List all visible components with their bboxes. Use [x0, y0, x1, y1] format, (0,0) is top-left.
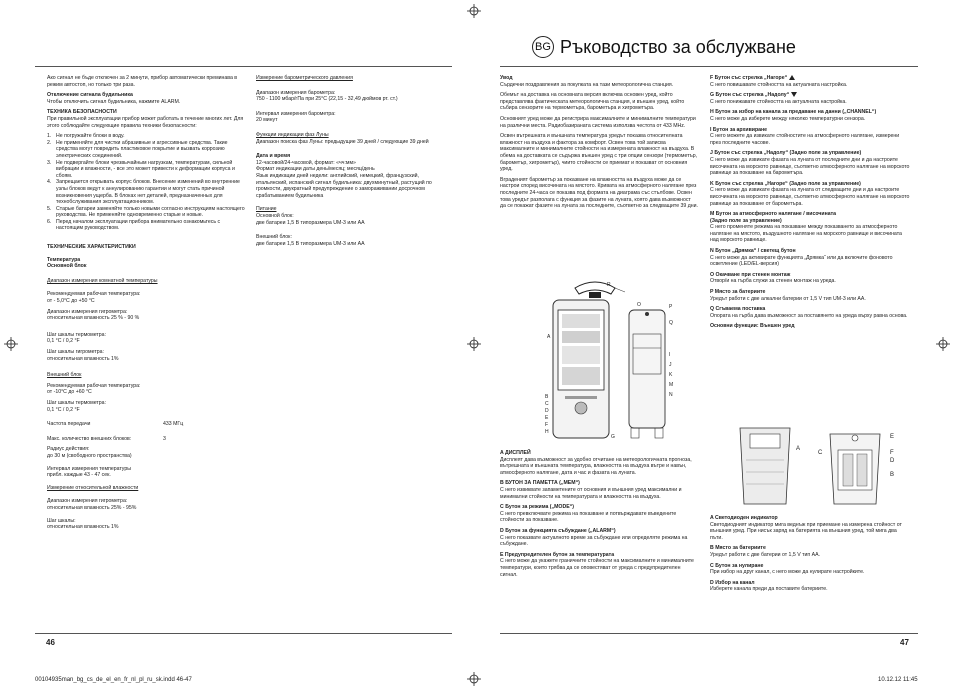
list-item: 6. Перед началом эксплуатации прибора внимательно ознакомьтесь с настоящим руководством.	[47, 218, 221, 232]
spec-label: Диапазон измерения барометра:	[256, 89, 336, 96]
intro-text: Основният уред може да регистрира максималните и минималните температури на различни места. Радиобазираната система използва честота от 433 MHz.	[500, 115, 696, 129]
datetime-heading: Дата и время	[256, 153, 291, 160]
column-left-2	[256, 75, 456, 251]
spec-label: Диапазон измерения гигрометра:	[47, 308, 128, 315]
item-heading: (Задно поле за управление)	[710, 217, 782, 224]
diagram-label: D	[545, 408, 549, 414]
item-text: С него може да укажете граничните стойности на максималните и минималните температури, които трябва да се оповестяват от уреда с предупредителен сигнал.	[500, 558, 694, 578]
item-heading: D Избор на канал	[710, 579, 755, 586]
moon-text: Диапазон поиска фаз Луны: предыдущие 39 дней / следующие 39 дней	[256, 138, 429, 145]
spec-label: Шаг шкалы гигрометра:	[47, 349, 104, 355]
item-heading: D Бутон за функцията събуждане („ALARM“)	[500, 527, 616, 534]
external-unit-diagram	[730, 420, 900, 510]
item-text: Отвор/и на гърба служи за стенен монтаж на уреда.	[710, 278, 836, 285]
item-text: Уредът работи с две батерии от 1,5 V тип AA.	[710, 551, 820, 558]
column-right-1-lower	[500, 450, 698, 582]
item-heading: H Бутон за избор на канала за предаване на данни („CHANNEL“)	[710, 109, 877, 116]
item-heading: M Бутон за атмосферното налягане / височината	[710, 211, 837, 218]
item-text: Опората на гърба дава възможност за поставянето на уреда върху равна основа.	[710, 312, 908, 319]
intro-text: Вграденият барометър за показване на влажността на въздуха може да се настрои според височината на мястото. Кривата на атмосферното налягане през последните 24-часа се показва под формата на диаграма със стълбове. Освен това уредът разполага с функция за фазите на луната, която дава възможност да се покажат фазите на луната за последните, съответно за следващите 39 дни.	[500, 176, 698, 210]
item-text: С него извиквате запаметените от основния и външния уред максимални и минимални стойности на температурата и влажността на въздуха.	[500, 486, 682, 500]
item-heading: P Място за батериите	[710, 289, 766, 296]
item-heading: J Бутон със стрелка „Надолу“ (Задно поле за управление)	[710, 150, 862, 157]
item-heading: B Място за батериите	[710, 545, 766, 552]
bottom-rule-left	[35, 633, 452, 634]
item-text: С него може да извикате фазата на луната от следващите дни и да настроите височината на морското равнище, съответно атмосферното налягане на морското равнище за показване от барометъра.	[710, 187, 910, 207]
datetime-line: итальянский, испанский сигнал будильника: двухминутный, растущий по	[256, 179, 432, 186]
page-number-left: 46	[46, 638, 55, 647]
intro-text: Сърдечни поздравления за покупката на тази метеорологична станция.	[500, 81, 674, 88]
registration-mark-icon	[4, 337, 18, 351]
spec-label: Основной блок:	[256, 212, 294, 219]
outdoor-heading: Внешний блок	[47, 372, 82, 379]
base-unit-heading: Основной блок	[47, 263, 87, 270]
spec-value: 750 - 1100 мбар/гПа при 25°С (22,15 - 32,49 дюймов рт. ст.)	[256, 96, 398, 103]
item-text: С него понижавате стойността на актуалната настройка.	[710, 98, 847, 105]
diagram-label: H	[545, 429, 549, 435]
power-heading: Питание	[256, 206, 277, 213]
list-item: 2. Не применяйте для чистки абразивные и агрессивные средства. Такие средства могут повредить пластиковое покрытие и вызвать коррозию электрических соединений.	[47, 139, 228, 159]
spec-value: от -10°С до +60 °С	[47, 389, 92, 396]
item-text: С него можете да извикате стойностите на атмосферното налягане, измерени през последните часове.	[710, 133, 900, 146]
item-heading: A Светодиоден индикатор	[710, 515, 778, 521]
temperature-heading: Температура	[47, 256, 81, 263]
diagram-label: C	[545, 401, 549, 407]
registration-mark-icon	[467, 4, 481, 18]
diagram-label: R	[607, 282, 611, 288]
registration-mark-icon	[936, 337, 950, 351]
spec-label: Шаг шкалы термометра:	[47, 331, 107, 338]
diagram-label: Q	[669, 320, 673, 326]
diagram-label: B	[545, 394, 549, 400]
diagram-label: G	[611, 434, 615, 440]
spec-label: Внешний блок:	[256, 234, 292, 241]
top-rule-right	[500, 66, 918, 67]
page-title	[532, 36, 796, 58]
spec-label: Шаг шкалы термометра:	[47, 399, 107, 406]
spec-value: две батареи 1,5 В типоразмера UM-3 или AA	[256, 219, 365, 226]
item-text: Уредът работи с две алкални батерии от 1,5 V тип UM-3 или AA.	[710, 295, 866, 302]
diagram-label: M	[669, 382, 674, 388]
spec-value: две батареи 1,5 В типоразмера UM-3 или AA	[256, 240, 365, 247]
list-item: 3. Не подвергайте блоки чрезвычайным нагрузкам, температурам, сильной вибрации и влажности, - все это может привести к деформации корпуса и сбоям.	[47, 159, 235, 179]
safety-intro: При правильной эксплуатации прибор может работать в течение многих лет. Для этого соблюдайте следующие правила техники безопасности:	[47, 115, 244, 129]
spec-label: Радиус действия:	[47, 446, 90, 453]
item-text: Изберете канала преди да поставите батериите.	[710, 586, 828, 593]
item-heading: Q Сгъваема поставка	[710, 306, 766, 313]
language-badge: BG	[532, 36, 554, 58]
item-text: При избор на друг канал, с него може да нулирате настройките.	[710, 569, 865, 576]
spec-value: до 30 м (свободного пространства)	[47, 452, 132, 459]
spec-label: Рекомендуемая рабочая температура:	[47, 382, 141, 389]
spec-label: Шаг шкалы:	[47, 517, 76, 524]
diagram-label: A	[547, 334, 551, 340]
diagram-label: P	[669, 304, 673, 310]
bottom-rule-right	[500, 633, 918, 634]
item-heading: O Окачване при стенен монтаж	[710, 271, 791, 278]
diagram-label: F	[545, 422, 549, 428]
column-right-2-lower	[710, 515, 910, 597]
column-left-1	[47, 75, 247, 535]
list-item: 5. Старые батареи заменяйте только новыми согласно инструкциям настоящего руководства. Не применяйте одновременно старые и новые.	[47, 205, 245, 219]
diagram-label: D	[890, 458, 895, 464]
spec-value: 0,1 °С / 0,2 °F	[47, 406, 80, 413]
item-heading: E Предупредителен бутон за температурата	[500, 551, 615, 558]
baro-heading: Измерение барометрического давления	[256, 75, 353, 81]
tech-heading: ТЕХНИЧЕСКИЕ ХАРАКТЕРИСТИКИ	[47, 244, 136, 251]
diagram-label: I	[669, 352, 671, 358]
spec-label: Рекомендуемая рабочая температура:	[47, 291, 141, 298]
item-heading: G Бутон със стрелка „Надолу“	[710, 92, 910, 99]
spec-label: Диапазон измерения гигрометра:	[47, 498, 128, 505]
item-text: С него може да изберете между няколко температурни сензора.	[710, 115, 866, 122]
rel-heading: Измерение относительной влажности	[47, 484, 139, 491]
alarm-intro: Ако сигнал не бъде отключен за 2 минути, прибор автоматически преминава в режим автостоп, но только три раза.	[47, 75, 238, 88]
diagram-label: O	[637, 302, 641, 308]
spec-value: 20 минут	[256, 117, 278, 124]
page-title-text: Ръководство за обслужване	[560, 36, 796, 57]
spec-value: прибл. каждые 43 - 47 сек.	[47, 472, 111, 479]
item-text: С него може да активирате функцията „Дрямка“ или да включите фоновото осветление (LED/EL-версия)	[710, 254, 893, 268]
intro-heading: Увод	[500, 75, 513, 81]
diagram-label: N	[669, 392, 673, 398]
diagram-label: F	[890, 450, 894, 456]
footer-file: 00104935man_bg_cs_de_el_en_fr_nl_pl_ru_sk.indd 46-47	[35, 677, 192, 683]
item-text: С него повишавате стойността на актуалната настройка.	[710, 81, 848, 88]
spec-value: 0,1 °С / 0,2 °F	[47, 338, 80, 345]
diagram-label: E	[890, 434, 895, 440]
item-heading: C Бутон за режима („MODE“)	[500, 504, 574, 511]
spec-value: относительная влажность 1%	[47, 355, 119, 362]
item-heading: K Бутон със стрелка „Нагоре“ (Задно поле за управление)	[710, 180, 861, 187]
moon-heading: Функции индикации фаз Луны	[256, 131, 329, 138]
item-heading: B БУТОН ЗА ПАМЕТТА („MEM“)	[500, 480, 580, 487]
safety-list	[47, 133, 247, 232]
column-right-1	[500, 75, 698, 214]
safety-heading: ТЕХНИКА БЕЗОПАСНОСТИ	[47, 109, 117, 116]
item-heading: N Бутон „Дрямка“ / светещ бутон	[710, 248, 796, 255]
item-text: С него може да извикате фазата на луната от последните дни и да настроите височината на морското равнище, съответно атмосферното налягане на морското равнище за показване на барометъра.	[710, 156, 910, 177]
item-heading: A ДИСПЛЕЙ	[500, 450, 531, 456]
spec-value: относительная влажность 25% - 95%	[47, 504, 137, 511]
datetime-line: 12-часовой/24-часовой, формат: «чч:мм»	[256, 159, 356, 166]
room-range-heading: Диапазон измерения комнатной температуры	[47, 277, 158, 284]
diagram-label: K	[669, 372, 673, 378]
intro-text: Освен вътрешната и външната температура уредът показва относителната влажност на въздуха и фактора за комфорт. Освен това той записва максималните и минималните стойности на измерената влажност на въздуха. В обема на доставката се съдържа външен уред с три опции сензори (термометър, барометър, хигрометър), чиито стойности се приемат и показват от основния уред.	[500, 133, 698, 173]
diagram-label: C	[818, 450, 823, 456]
item-text: С него променяте режима на показване между показването за атмосферното налягане на мястото, въздушното налягане на морското равнище и височината над морското равнище.	[710, 224, 902, 244]
max-row: Макс. количество внешних блоков: 3	[47, 435, 166, 442]
page-number-right: 47	[900, 638, 909, 647]
registration-mark-icon	[467, 672, 481, 686]
spec-value: относительная влажность 25 % - 90 %	[47, 315, 140, 322]
intro-text: Обемът на доставка на основната версия включва основен уред, който представлява фактическата метеорологична станция, и външен уред, който събира сензорите на термометъра, барометъра и хигрометъра.	[500, 92, 685, 112]
list-item: 4. Запрещается открывать корпус блоков. Внесение изменений во внутренние узлы блоков ведут к аннулированию гарантии и могут стать причиной возникновения ущерба. В блоках нет деталей, предназначенных для технобслуживания эксплуатационником.	[47, 179, 240, 206]
item-text: С него превключвате режима на показване и потвърждавате въведените стойности за показване.	[500, 510, 677, 524]
top-rule-left	[35, 66, 452, 67]
datetime-line: Формат индикации даты день/месяц; месяц/день	[256, 166, 375, 173]
spec-label: Интервал измерения температуры	[47, 465, 131, 472]
spec-value: от - 5,0°С до +50 °С	[47, 298, 95, 305]
alarm-off-heading: Отключение сигнала будильника	[47, 92, 133, 99]
registration-mark-icon	[467, 337, 481, 351]
freq-row: Частота передачи 433 МГц	[47, 421, 184, 428]
arrow-down-icon	[791, 92, 797, 97]
list-item: 1. Не погружайте блоки в воду.	[47, 133, 125, 140]
ext-heading: Основни функции: Външен уред	[710, 323, 795, 330]
diagram-label: J	[669, 362, 672, 368]
item-text: С него показвате актуалното време за събуждане или определяте режима на събуждане.	[500, 534, 688, 548]
datetime-line: Язык индикации дней недели: английский, немецкий, французский,	[256, 172, 419, 179]
item-text: Дисплеят дава възможност за удобно отчитане на метеорологичната прогноза, вътрешната и външната температура, влажността на въздуха вътре и навън, атмосферното налягане, дата и час и фазата на луната.	[500, 456, 692, 476]
item-heading: I Бутон за архивиране	[710, 126, 768, 133]
diagram-label: E	[545, 415, 549, 421]
column-right-2	[710, 75, 910, 330]
item-text: Светодиодният индикатор мига веднъж при приемане на измерена стойност от външния уред. При нисък заряд на батерията на външния уред, той мига два пъти.	[710, 521, 902, 541]
main-unit-diagram	[545, 278, 685, 446]
alarm-off-text: Чтобы отключить сигнал будильника, нажмите ALARM.	[47, 98, 181, 105]
datetime-line: громкости, двукратный предупреждение о замораживании досрочном	[256, 186, 425, 193]
item-heading: C Бутон за нулиране	[710, 562, 764, 569]
datetime-line: срабатыванием будильника	[256, 192, 324, 199]
spec-value: относительная влажность 1%	[47, 524, 119, 531]
item-heading: F Бутон със стрелка „Нагоре“	[710, 75, 910, 82]
footer-date: 10.12.12 11:45	[878, 677, 918, 683]
arrow-up-icon	[789, 75, 795, 80]
diagram-label: B	[890, 472, 895, 478]
diagram-label: A	[796, 446, 801, 452]
spec-label: Интервал измерения барометра:	[256, 110, 336, 117]
